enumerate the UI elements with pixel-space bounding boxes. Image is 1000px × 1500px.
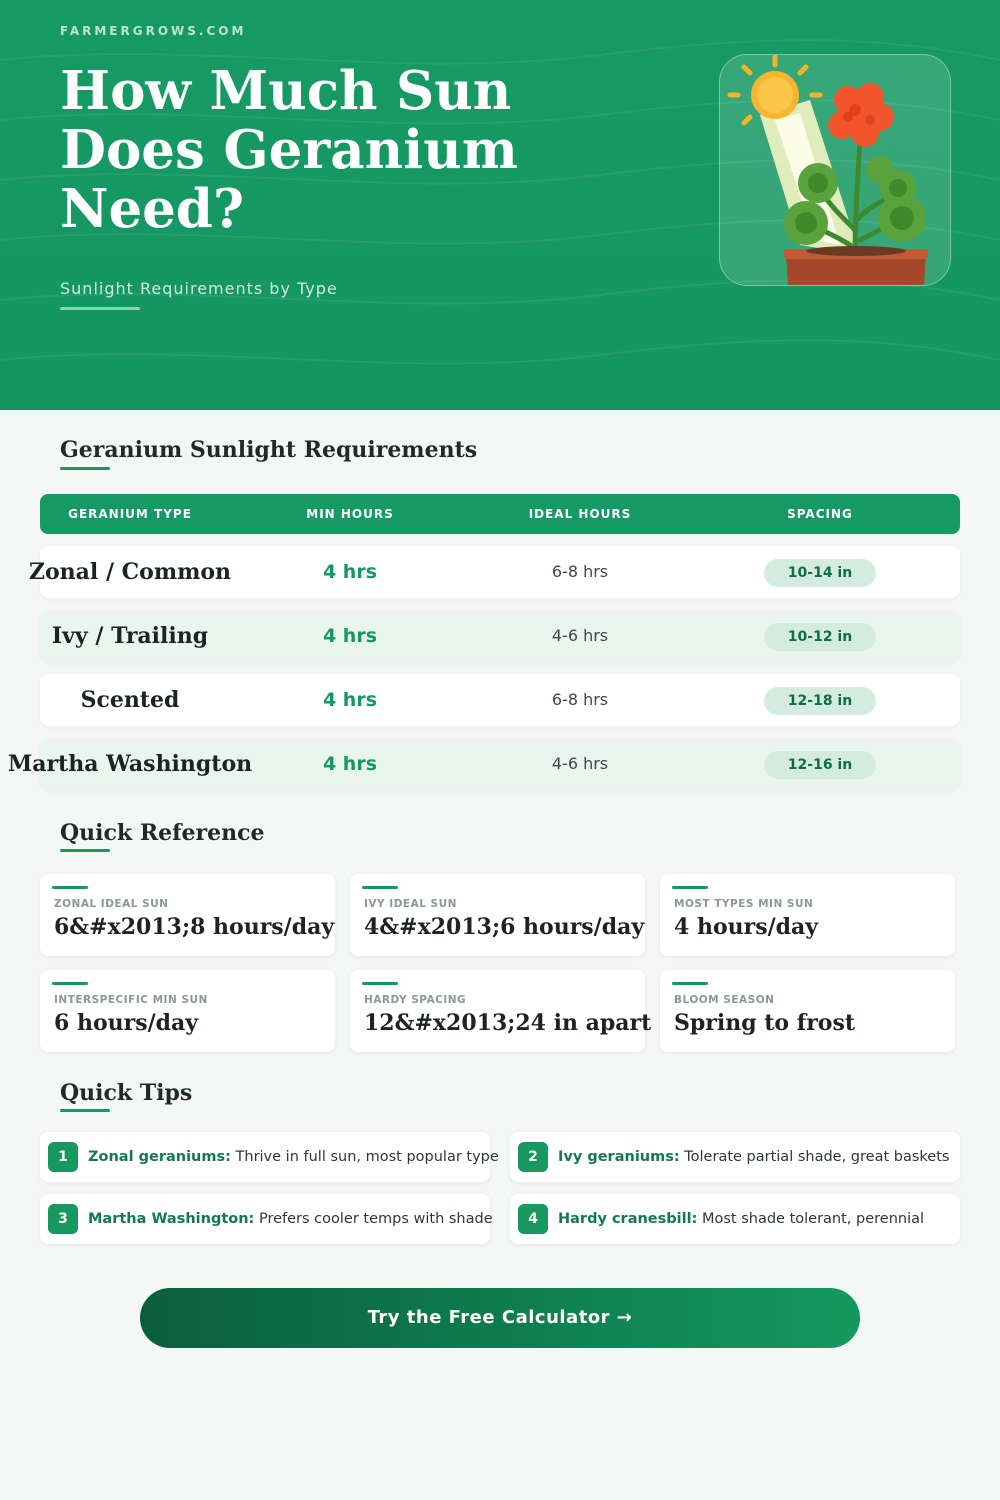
- row-spacing: [764, 546, 876, 598]
- reference-card: [660, 970, 955, 1052]
- row-min-hours: 4 hrs: [322, 561, 378, 583]
- row-type: Martha Washington: [7, 751, 253, 777]
- quick-reference-title: Quick Reference: [60, 820, 265, 846]
- row-min-hours: 4 hrs: [322, 753, 378, 775]
- row-ideal-hours: 6-8 hrs: [551, 562, 609, 581]
- card-accent-bar: [362, 982, 398, 985]
- tip-heading: Martha Washington:: [88, 1211, 255, 1227]
- row-spacing: [764, 738, 876, 790]
- tip-text: [88, 1194, 493, 1244]
- card-label: HARDY SPACING: [364, 994, 467, 1006]
- row-type: Scented: [80, 687, 180, 713]
- spacing-badge: 12-16 in: [764, 751, 876, 779]
- card-label: IVY IDEAL SUN: [364, 898, 457, 910]
- card-label: BLOOM SEASON: [674, 994, 775, 1006]
- tip-text: [88, 1132, 499, 1182]
- card-value: 6 hours/day: [54, 1010, 199, 1036]
- sun-geranium-pot-illustration: [719, 54, 951, 286]
- tip-heading: Zonal geraniums:: [88, 1149, 231, 1165]
- row-spacing: [764, 674, 876, 726]
- table-row: [28, 546, 960, 598]
- card-label: INTERSPECIFIC MIN SUN: [54, 994, 208, 1006]
- row-spacing: [764, 610, 876, 662]
- reference-card: [660, 874, 955, 956]
- tip-number-badge: 2: [518, 1142, 548, 1172]
- header-geranium-type: GERANIUM TYPE: [68, 507, 192, 521]
- table-header: [40, 494, 960, 534]
- tip-number-badge: 4: [518, 1204, 548, 1234]
- tip-item: [510, 1132, 960, 1182]
- spacing-badge: 10-14 in: [764, 559, 876, 587]
- card-label: MOST TYPES MIN SUN: [674, 898, 814, 910]
- subtitle-underline: [60, 307, 140, 310]
- tip-body: Most shade tolerant, perennial: [697, 1211, 925, 1227]
- tip-item: [510, 1194, 960, 1244]
- spacing-badge: 12-18 in: [764, 687, 876, 715]
- card-accent-bar: [52, 982, 88, 985]
- reference-card: [350, 970, 652, 1052]
- tip-body: Prefers cooler temps with shade: [254, 1211, 493, 1227]
- quick-tips-title: Quick Tips: [60, 1080, 193, 1106]
- reference-card: [40, 970, 335, 1052]
- tip-body: Tolerate partial shade, great baskets: [679, 1149, 950, 1165]
- page-title: How Much Sun Does Geranium Need?: [60, 60, 518, 240]
- row-ideal-hours: 6-8 hrs: [551, 690, 609, 709]
- table-row: [7, 738, 960, 790]
- card-accent-bar: [362, 886, 398, 889]
- sunlight-table-title: Geranium Sunlight Requirements: [60, 437, 478, 463]
- free-calculator-button[interactable]: Try the Free Calculator →: [140, 1288, 860, 1348]
- row-type: Zonal / Common: [28, 559, 232, 585]
- card-label: ZONAL IDEAL SUN: [54, 898, 169, 910]
- card-value: 4 hours/day: [674, 914, 819, 940]
- table-row: [40, 674, 960, 726]
- row-min-hours: 4 hrs: [322, 689, 378, 711]
- header-min-hours: MIN HOURS: [306, 507, 394, 521]
- card-accent-bar: [52, 886, 88, 889]
- tip-heading: Ivy geraniums:: [558, 1149, 680, 1165]
- header-spacing: SPACING: [787, 507, 853, 521]
- spacing-badge: 10-12 in: [764, 623, 876, 651]
- card-value: 4&#x2013;6 hours/day: [364, 914, 645, 940]
- quick-tips-title-underline: [60, 1109, 110, 1112]
- tip-heading: Hardy cranesbill:: [558, 1211, 698, 1227]
- row-ideal-hours: 4-6 hrs: [551, 626, 609, 645]
- row-min-hours: 4 hrs: [322, 625, 378, 647]
- reference-card: [40, 874, 335, 956]
- tip-text: [558, 1194, 924, 1244]
- tip-number-badge: 1: [48, 1142, 78, 1172]
- tip-item: [40, 1132, 499, 1182]
- card-accent-bar: [672, 886, 708, 889]
- card-accent-bar: [672, 982, 708, 985]
- page-subtitle: Sunlight Requirements by Type: [60, 279, 338, 298]
- site-name: FARMERGROWS.COM: [60, 24, 247, 38]
- tip-text: [558, 1132, 949, 1182]
- header-ideal-hours: IDEAL HOURS: [528, 507, 632, 521]
- tip-item: [40, 1194, 493, 1244]
- row-ideal-hours: 4-6 hrs: [551, 754, 609, 773]
- hero-banner: [0, 0, 1000, 410]
- card-value: Spring to frost: [674, 1010, 856, 1036]
- tip-body: Thrive in full sun, most popular type: [230, 1149, 499, 1165]
- row-type: Ivy / Trailing: [51, 623, 209, 649]
- card-value: 6&#x2013;8 hours/day: [54, 914, 335, 940]
- tip-number-badge: 3: [48, 1204, 78, 1234]
- table-row: [40, 610, 960, 662]
- quick-reference-title-underline: [60, 849, 110, 852]
- card-value: 12&#x2013;24 in apart: [364, 1010, 652, 1036]
- sunlight-table-title-underline: [60, 467, 110, 470]
- reference-card: [350, 874, 645, 956]
